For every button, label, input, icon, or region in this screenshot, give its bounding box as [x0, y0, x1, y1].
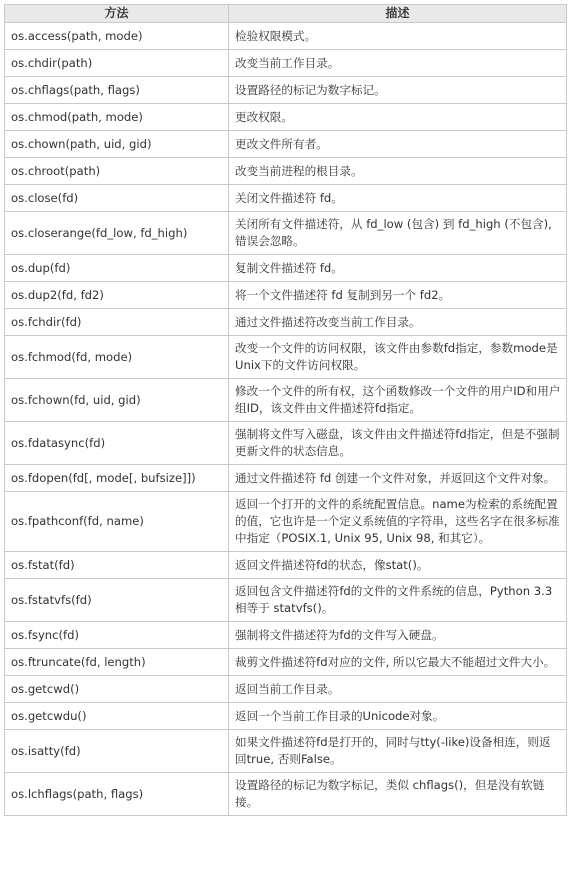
method-cell: os.fsync(fd): [5, 622, 229, 649]
description-cell: 检验权限模式。: [229, 23, 567, 50]
table-row: [5, 185, 567, 212]
method-cell: os.lchflags(path, flags): [5, 773, 229, 816]
description-cell: 强制将文件描述符为fd的文件写入硬盘。: [229, 622, 567, 649]
method-cell: os.fchown(fd, uid, gid): [5, 379, 229, 422]
method-cell: os.chflags(path, flags): [5, 77, 229, 104]
description-cell: 返回文件描述符fd的状态，像stat()。: [229, 552, 567, 579]
table-row: [5, 379, 567, 422]
table-row: [5, 77, 567, 104]
os-methods-table: [4, 4, 567, 816]
table-row: [5, 255, 567, 282]
description-cell: 复制文件描述符 fd。: [229, 255, 567, 282]
table-row: [5, 282, 567, 309]
table-row: [5, 50, 567, 77]
os-methods-table-container: [4, 4, 566, 816]
method-cell: os.fstat(fd): [5, 552, 229, 579]
description-cell: 裁剪文件描述符fd对应的文件, 所以它最大不能超过文件大小。: [229, 649, 567, 676]
description-cell: 设置路径的标记为数字标记。: [229, 77, 567, 104]
table-row: [5, 676, 567, 703]
description-cell: 关闭文件描述符 fd。: [229, 185, 567, 212]
table-body: [5, 23, 567, 816]
table-header-row: [5, 5, 567, 23]
description-cell: 返回包含文件描述符fd的文件的文件系统的信息，Python 3.3 相等于 statvfs()。: [229, 579, 567, 622]
header-description: 描述: [229, 5, 567, 23]
description-cell: 改变当前进程的根目录。: [229, 158, 567, 185]
description-cell: 返回一个当前工作目录的Unicode对象。: [229, 703, 567, 730]
description-cell: 返回一个打开的文件的系统配置信息。name为检索的系统配置的值，它也许是一个定义系统值的字符串，这些名字在很多标准中指定（POSIX.1, Unix 95, Unix 98, 和其它）。: [229, 492, 567, 552]
table-row: [5, 422, 567, 465]
table-row: [5, 336, 567, 379]
method-cell: os.fdatasync(fd): [5, 422, 229, 465]
method-cell: os.chmod(path, mode): [5, 104, 229, 131]
table-row: [5, 131, 567, 158]
table-row: [5, 730, 567, 773]
table-row: [5, 465, 567, 492]
header-method: 方法: [5, 5, 229, 23]
method-cell: os.chroot(path): [5, 158, 229, 185]
method-cell: os.closerange(fd_low, fd_high): [5, 212, 229, 255]
method-cell: os.close(fd): [5, 185, 229, 212]
table-row: [5, 492, 567, 552]
method-cell: os.access(path, mode): [5, 23, 229, 50]
description-cell: 更改权限。: [229, 104, 567, 131]
table-row: [5, 104, 567, 131]
table-row: [5, 158, 567, 185]
table-row: [5, 703, 567, 730]
method-cell: os.chown(path, uid, gid): [5, 131, 229, 158]
table-row: [5, 23, 567, 50]
description-cell: 设置路径的标记为数字标记，类似 chflags()，但是没有软链接。: [229, 773, 567, 816]
description-cell: 如果文件描述符fd是打开的，同时与tty(-like)设备相连，则返回true, 否则False。: [229, 730, 567, 773]
method-cell: os.dup2(fd, fd2): [5, 282, 229, 309]
method-cell: os.getcwd(): [5, 676, 229, 703]
description-cell: 通过文件描述符 fd 创建一个文件对象，并返回这个文件对象。: [229, 465, 567, 492]
method-cell: os.isatty(fd): [5, 730, 229, 773]
description-cell: 将一个文件描述符 fd 复制到另一个 fd2。: [229, 282, 567, 309]
table-row: [5, 552, 567, 579]
description-cell: 返回当前工作目录。: [229, 676, 567, 703]
method-cell: os.fchmod(fd, mode): [5, 336, 229, 379]
table-row: [5, 212, 567, 255]
method-cell: os.ftruncate(fd, length): [5, 649, 229, 676]
method-cell: os.getcwdu(): [5, 703, 229, 730]
table-row: [5, 622, 567, 649]
method-cell: os.chdir(path): [5, 50, 229, 77]
method-cell: os.fchdir(fd): [5, 309, 229, 336]
description-cell: 改变一个文件的访问权限，该文件由参数fd指定，参数mode是Unix下的文件访问权限。: [229, 336, 567, 379]
description-cell: 更改文件所有者。: [229, 131, 567, 158]
table-row: [5, 309, 567, 336]
table-row: [5, 773, 567, 816]
method-cell: os.fpathconf(fd, name): [5, 492, 229, 552]
description-cell: 关闭所有文件描述符，从 fd_low (包含) 到 fd_high (不包含), 错误会忽略。: [229, 212, 567, 255]
table-row: [5, 579, 567, 622]
description-cell: 修改一个文件的所有权，这个函数修改一个文件的用户ID和用户组ID，该文件由文件描述符fd指定。: [229, 379, 567, 422]
description-cell: 改变当前工作目录。: [229, 50, 567, 77]
description-cell: 强制将文件写入磁盘，该文件由文件描述符fd指定，但是不强制更新文件的状态信息。: [229, 422, 567, 465]
method-cell: os.dup(fd): [5, 255, 229, 282]
method-cell: os.fstatvfs(fd): [5, 579, 229, 622]
method-cell: os.fdopen(fd[, mode[, bufsize]]): [5, 465, 229, 492]
table-row: [5, 649, 567, 676]
description-cell: 通过文件描述符改变当前工作目录。: [229, 309, 567, 336]
